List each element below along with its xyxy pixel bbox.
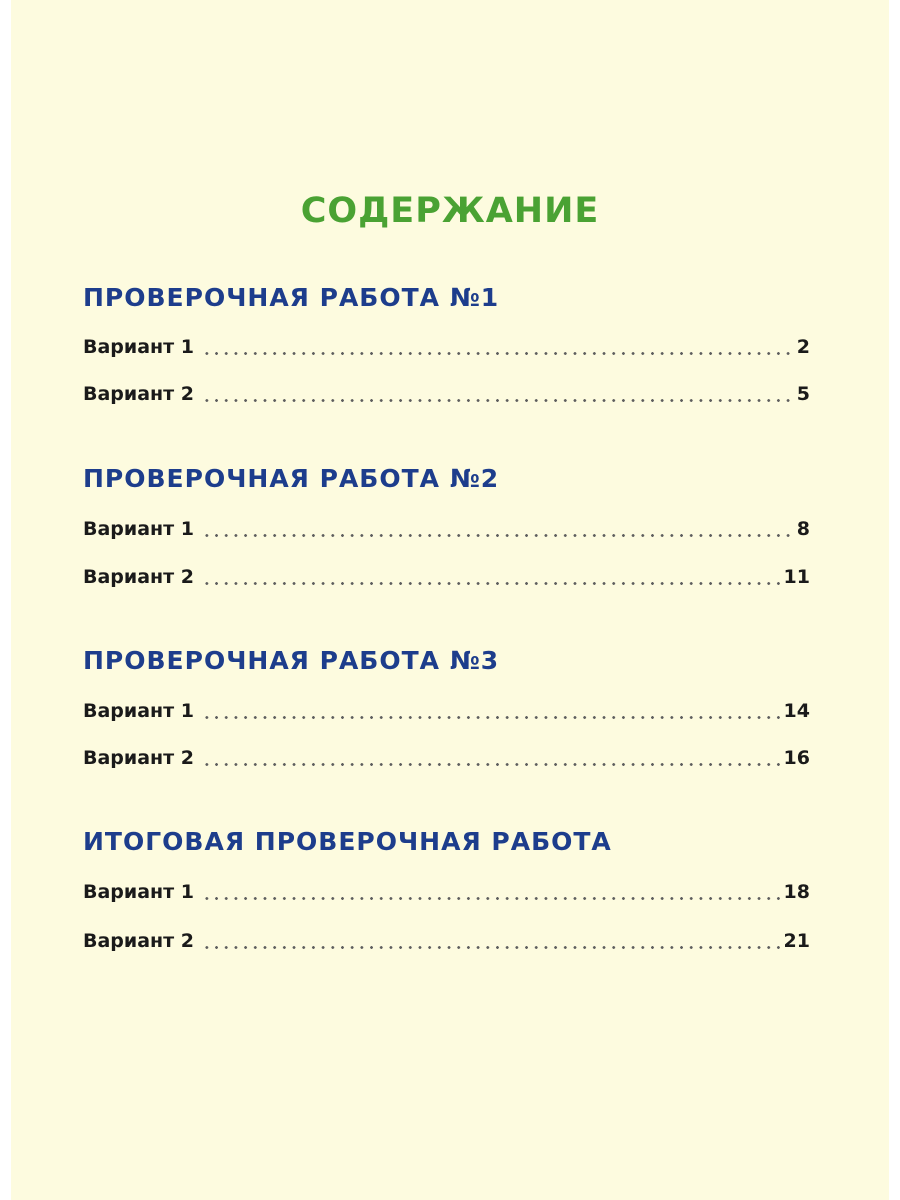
dot-leader — [202, 399, 793, 402]
document-page — [11, 0, 889, 1200]
dot-leader — [202, 582, 780, 585]
toc-entry-label: Вариант 2 — [83, 930, 195, 952]
dot-leader — [202, 716, 780, 719]
page-title: СОДЕРЖАНИЕ — [300, 191, 600, 231]
toc-entry-label: Вариант 2 — [83, 566, 195, 588]
toc-entry-label: Вариант 2 — [83, 747, 195, 769]
toc-entry[interactable] — [83, 515, 810, 543]
toc-entry-page: 5 — [796, 383, 810, 405]
section-title: ИТОГОВАЯ ПРОВЕРОЧНАЯ РАБОТА — [83, 827, 612, 856]
toc-entry-page: 8 — [796, 518, 810, 540]
toc-entry[interactable] — [83, 697, 810, 725]
section-title: ПРОВЕРОЧНАЯ РАБОТА №1 — [83, 283, 500, 312]
dot-leader — [202, 897, 780, 900]
toc-entry[interactable] — [83, 744, 810, 772]
toc-entry-label: Вариант 1 — [83, 518, 195, 540]
dot-leader — [202, 946, 780, 949]
toc-entry-page: 14 — [783, 700, 810, 722]
toc-entry-page: 16 — [783, 747, 810, 769]
section-title: ПРОВЕРОЧНАЯ РАБОТА №2 — [83, 464, 500, 493]
toc-entry[interactable] — [83, 563, 810, 591]
toc-entry-page: 2 — [796, 336, 810, 358]
toc-entry-page: 18 — [783, 881, 810, 903]
toc-entry[interactable] — [83, 380, 810, 408]
toc-entry[interactable] — [83, 927, 810, 955]
dot-leader — [202, 763, 780, 766]
section-title: ПРОВЕРОЧНАЯ РАБОТА №3 — [83, 646, 500, 675]
dot-leader — [202, 534, 793, 537]
toc-entry[interactable] — [83, 333, 810, 361]
toc-entry-label: Вариант 1 — [83, 336, 195, 358]
toc-entry-page: 21 — [783, 930, 810, 952]
toc-entry-label: Вариант 1 — [83, 700, 195, 722]
dot-leader — [202, 352, 793, 355]
toc-entry-page: 11 — [783, 566, 810, 588]
toc-entry[interactable] — [83, 878, 810, 906]
toc-entry-label: Вариант 1 — [83, 881, 195, 903]
toc-entry-label: Вариант 2 — [83, 383, 195, 405]
